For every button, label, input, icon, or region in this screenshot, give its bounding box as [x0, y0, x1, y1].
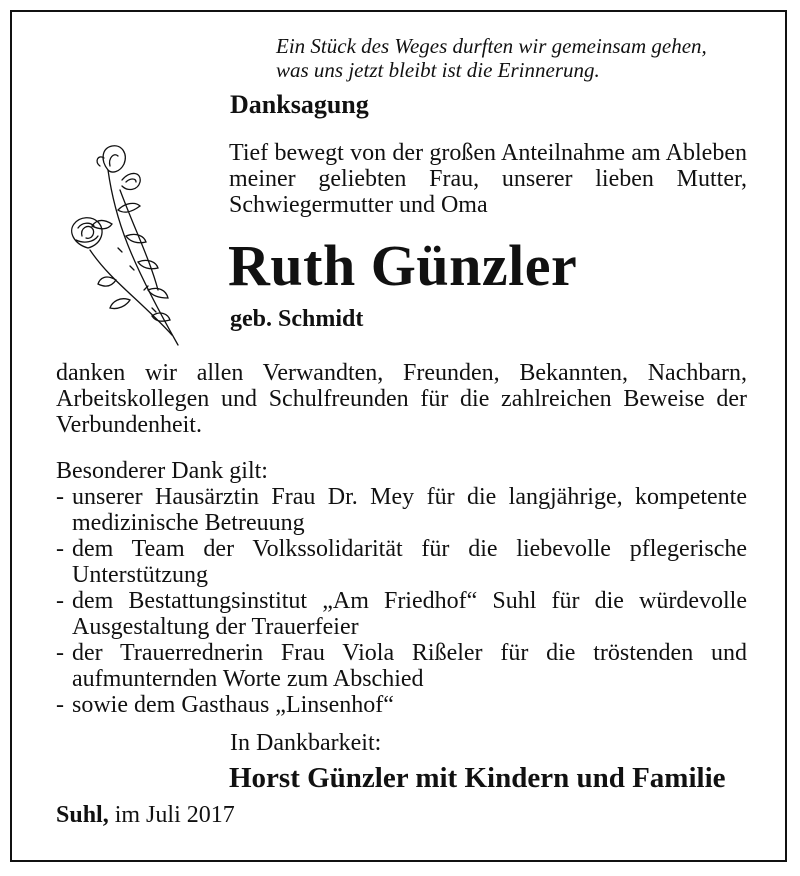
special-thanks-list — [56, 484, 747, 718]
motto-line-1: Ein Stück des Weges durften wir gemeinsam gehen, — [276, 34, 707, 58]
thanks-text: danken wir allen Verwandten, Freunden, Bekannten, Nachbarn, Arbeitskollegen und Schulfreunden für die zahlreichen Beweise der Verbundenheit. — [56, 360, 747, 438]
motto — [276, 34, 707, 82]
list-item: - sowie dem Gasthaus „Linsenhof“ — [56, 692, 394, 718]
special-thanks-heading: Besonderer Dank gilt: — [56, 458, 268, 484]
date: im Juli 2017 — [114, 802, 235, 828]
rose-icon — [60, 140, 190, 350]
list-item: - der Trauerrednerin Frau Viola Rißeler für die tröstenden und aufmunternden Worte zum Abschied — [56, 640, 747, 692]
list-item: - dem Team der Volkssolidarität für die liebevolle pflegerische Unterstützung — [56, 536, 747, 588]
signature: Horst Günzler mit Kindern und Familie — [229, 762, 726, 794]
deceased-name: Ruth Günzler — [228, 233, 578, 298]
motto-line-2: was uns jetzt bleibt ist die Erinnerung. — [276, 58, 600, 82]
intro-text: Tief bewegt von der großen Anteilnahme am Ableben meiner geliebten Frau, unserer lieben Mutter, Schwiegermutter und Oma — [229, 140, 747, 218]
notice-heading: Danksagung — [230, 90, 369, 119]
place-date — [56, 802, 235, 829]
list-item: - unserer Hausärztin Frau Dr. Mey für die langjährige, kompetente medizinische Betreuung — [56, 484, 747, 536]
closing-phrase: In Dankbarkeit: — [230, 730, 382, 756]
birth-name: geb. Schmidt — [230, 306, 364, 332]
place: Suhl, — [56, 802, 109, 828]
list-item: - dem Bestattungsinstitut „Am Friedhof“ Suhl für die würdevolle Ausgestaltung der Trauerfeier — [56, 588, 747, 640]
